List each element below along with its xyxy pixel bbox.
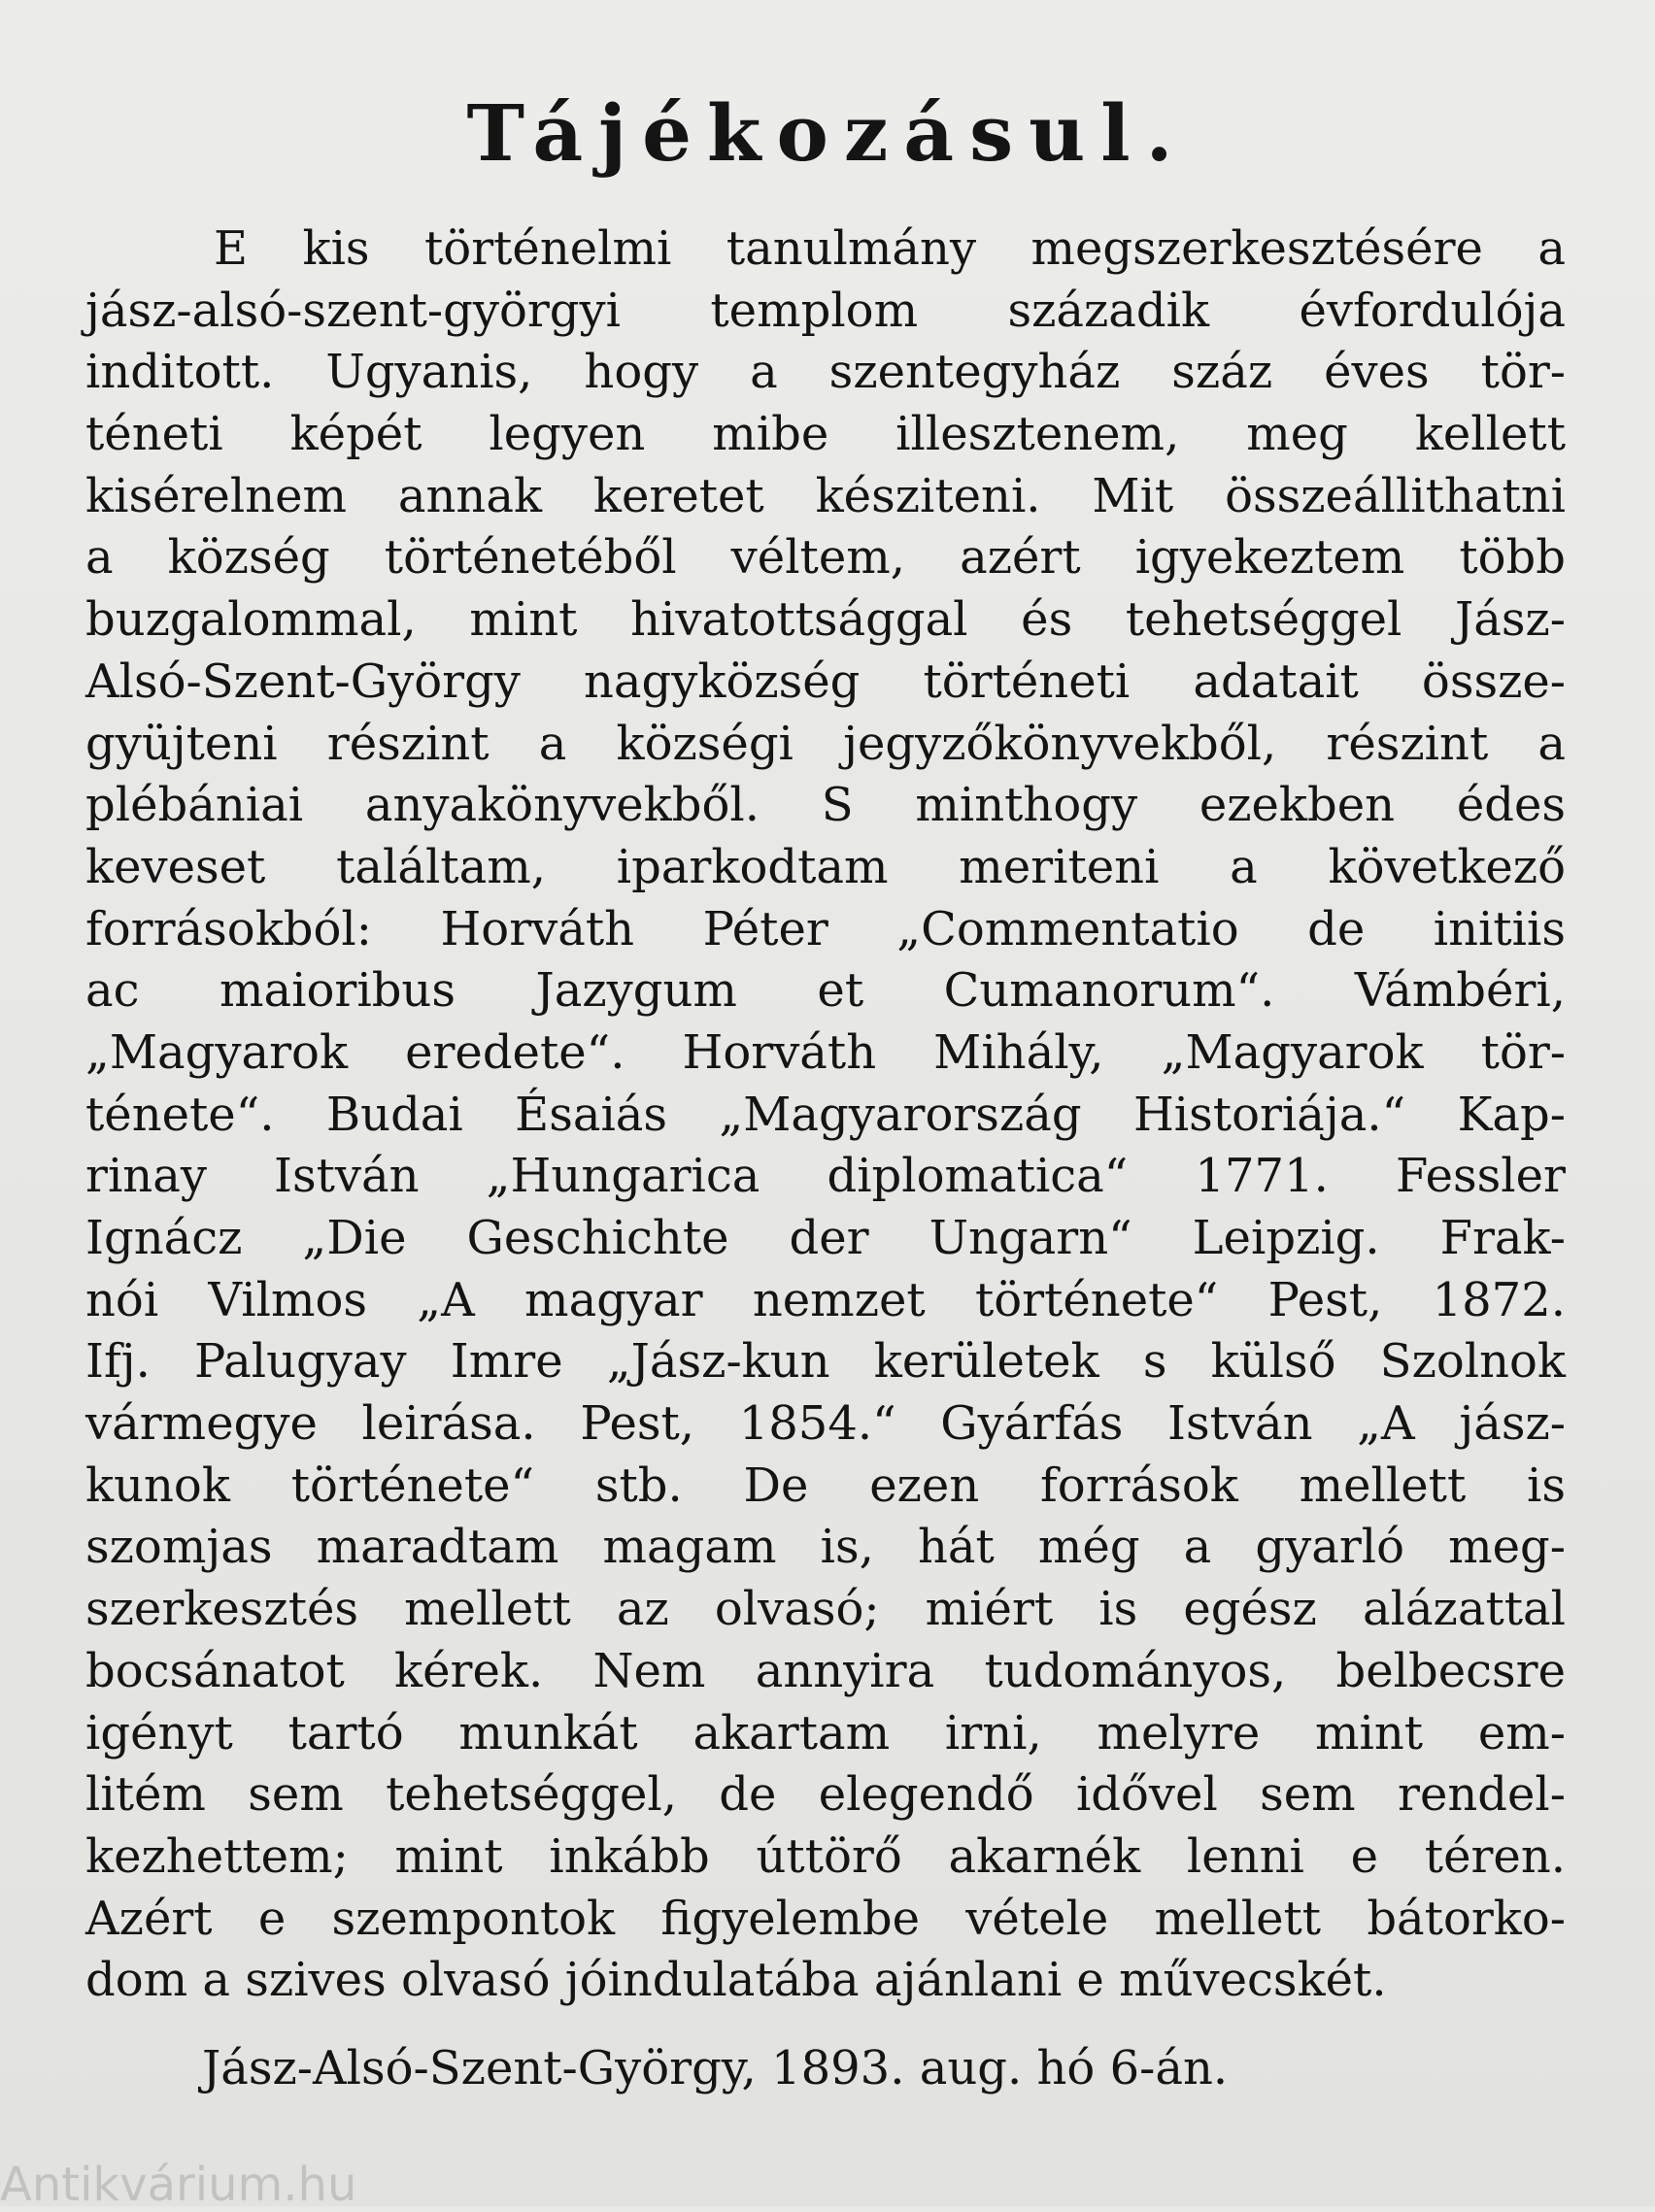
text-line: szomjas maradtam magam is, hát még a gyarló meg- (85, 1520, 1566, 1575)
text-line: igényt tartó munkát akartam irni, melyre mint em- (85, 1705, 1566, 1760)
text-line: nói Vilmos „A magyar nemzet története“ Pest, 1872. (85, 1272, 1566, 1327)
text-line: ac maioribus Jazygum et Cumanorum“. Vámbéri, (85, 963, 1566, 1019)
text-line: Ifj. Palugyay Imre „Jász-kun kerületek s külső Szolnok (85, 1334, 1566, 1390)
text-line: a község történetéből véltem, azért igyekeztem több (85, 530, 1566, 586)
text-line: dom a szives olvasó jóindulatába ajánlani e művecskét. (85, 1953, 1387, 2008)
text-line: gyüjteni részint a községi jegyzőkönyvekből, részint a (85, 716, 1566, 771)
signature-line: Jász-Alsó-Szent-György, 1893. aug. hó 6-án. (202, 2041, 1229, 2095)
text-line: szerkesztés mellett az olvasó; miért is egész alázattal (85, 1582, 1566, 1637)
page-title: Tájékozásul. (466, 87, 1189, 179)
text-line: plébániai anyakönyvekből. S minthogy ezekben édes (85, 778, 1566, 833)
text-line: Ignácz „Die Geschichte der Ungarn“ Leipzig. Frak- (85, 1211, 1566, 1265)
text-line: Azért e szempontok figyelembe vétele mellett bátorko- (85, 1891, 1566, 1946)
text-line: „Magyarok eredete“. Horváth Mihály, „Magyarok tör- (85, 1024, 1566, 1080)
text-line: keveset találtam, iparkodtam meriteni a következő (85, 839, 1566, 894)
text-line: ténete“. Budai Ésaiás „Magyarország Historiája.“ Kap- (85, 1087, 1566, 1142)
text-line: forrásokból: Horváth Péter „Commentatio de initiis (85, 901, 1566, 956)
text-line: kisérelnem annak keretet késziteni. Mit összeállithatni (85, 468, 1566, 523)
text-line: kunok története“ stb. De ezen források mellett is (85, 1458, 1566, 1513)
text-line: buzgalommal, mint hivatottsággal és tehetséggel Jász- (85, 592, 1566, 648)
text-line: vármegye leirása. Pest, 1854.“ Gyárfás István „A jász- (85, 1396, 1566, 1452)
text-line: kezhettem; mint inkább úttörő akarnék lenni e téren. (85, 1828, 1566, 1884)
body-text (85, 218, 1566, 2012)
text-line: inditott. Ugyanis, hogy a szentegyház száz éves tör- (85, 345, 1566, 400)
text-line: jász-alsó-szent-györgyi templom századik évfordulója (85, 283, 1566, 338)
text-line: téneti képét legyen mibe illesztenem, meg kellett (85, 407, 1566, 462)
text-line: rinay István „Hungarica diplomatica“ 1771. Fessler (85, 1149, 1566, 1204)
text-line: E kis történelmi tanulmány megszerkesztésére a (214, 221, 1566, 276)
text-line: bocsánatot kérek. Nem annyira tudományos, belbecsre (85, 1643, 1566, 1698)
text-line: litém sem tehetséggel, de elegendő idővel sem rendel- (85, 1767, 1566, 1823)
text-line: Alsó-Szent-György nagyközség történeti adatait össze- (85, 654, 1566, 709)
watermark: Antikvárium.hu (0, 2158, 357, 2212)
